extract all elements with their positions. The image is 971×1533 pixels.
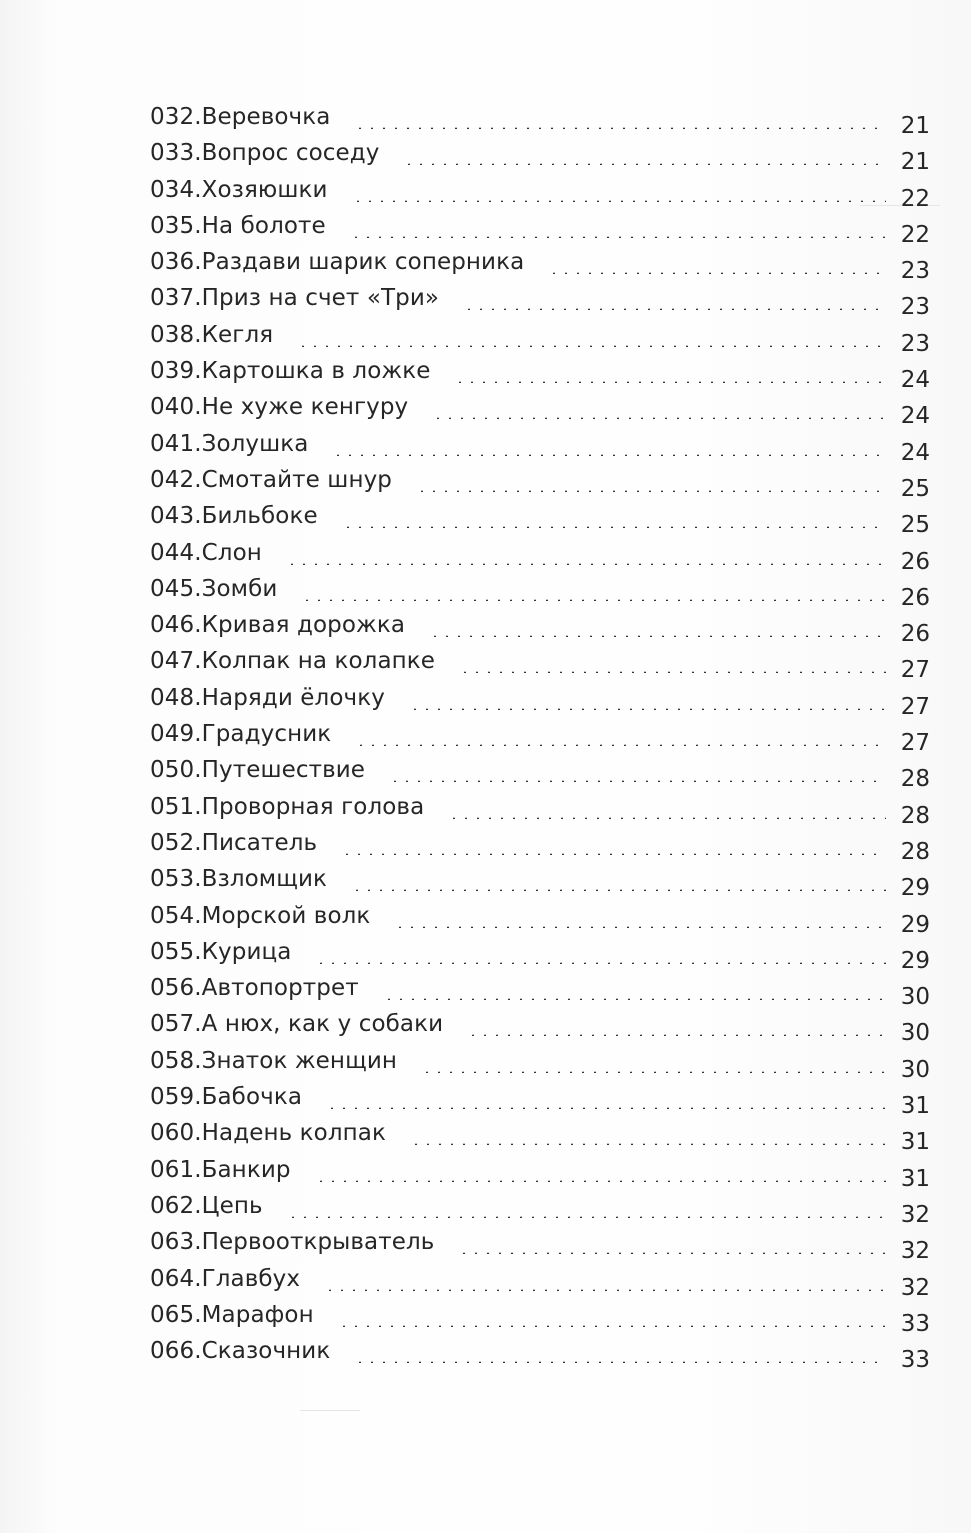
toc-entry-title: 065.Марафон <box>150 1301 314 1328</box>
dot-leader <box>324 1289 886 1291</box>
toc-entry[interactable] <box>150 644 930 684</box>
toc-entry-title: 048.Наряди ёлочку <box>150 684 385 711</box>
toc-entry[interactable] <box>150 1225 930 1265</box>
dot-leader <box>448 817 886 819</box>
toc-entry-title: 052.Писатель <box>150 829 318 856</box>
dot-leader <box>350 236 886 238</box>
toc-entry[interactable] <box>150 1298 930 1337</box>
toc-entry-title: 032.Веревочка <box>150 104 331 130</box>
toc-entry-title: 054.Морской волк <box>150 902 371 929</box>
toc-entry[interactable] <box>150 1189 930 1228</box>
dot-leader <box>416 490 886 492</box>
dot-leader <box>409 708 886 710</box>
dot-leader <box>326 1107 886 1109</box>
dot-leader <box>301 599 886 601</box>
toc-entry-title: 050.Путешествие <box>150 757 366 784</box>
dot-leader <box>389 780 886 782</box>
toc-entry[interactable] <box>150 173 930 212</box>
toc-entry-title: 059.Бабочка <box>150 1084 303 1111</box>
toc-entry-title: 056.Автопортрет <box>150 975 359 1002</box>
toc-entry-page-number: 32 <box>900 1238 930 1265</box>
toc-entry[interactable] <box>150 1116 930 1156</box>
toc-entry[interactable] <box>150 1334 930 1374</box>
toc-entry-page-number: 23 <box>900 330 930 357</box>
toc-entry-page-number: 28 <box>900 838 930 865</box>
toc-entry[interactable] <box>150 899 930 938</box>
toc-entry-title: 045.Зомби <box>150 575 278 602</box>
toc-entry-title: 066.Сказочник <box>150 1338 331 1365</box>
toc-entry-page-number: 28 <box>900 802 930 829</box>
toc-entry-page-number: 22 <box>900 185 930 212</box>
table-of-contents <box>150 100 930 1374</box>
toc-entry-title: 060.Надень колпак <box>150 1120 386 1147</box>
dot-leader <box>429 635 886 637</box>
toc-entry[interactable] <box>150 136 930 176</box>
toc-entry-page-number: 32 <box>900 1274 930 1301</box>
toc-entry-title: 038.Кегля <box>150 321 274 348</box>
toc-entry[interactable] <box>150 536 930 575</box>
dot-leader <box>383 998 886 1000</box>
toc-entry[interactable] <box>150 572 930 611</box>
toc-entry-page-number: 33 <box>900 1347 930 1374</box>
dot-leader <box>286 563 886 565</box>
dot-leader <box>315 1180 886 1182</box>
toc-entry-title: 046.Кривая дорожка <box>150 612 406 639</box>
toc-entry-page-number: 23 <box>900 294 930 321</box>
toc-entry-page-number: 30 <box>900 984 930 1011</box>
toc-entry-title: 047.Колпак на колапке <box>150 648 436 675</box>
toc-entry-page-number: 31 <box>900 1129 930 1156</box>
dot-leader <box>351 889 886 891</box>
toc-entry-title: 035.На болоте <box>150 212 326 239</box>
toc-entry[interactable] <box>150 499 930 539</box>
toc-entry[interactable] <box>150 1044 930 1083</box>
toc-entry-title: 051.Проворная голова <box>150 793 425 820</box>
toc-entry[interactable] <box>150 717 930 757</box>
toc-entry-page-number: 21 <box>900 149 930 176</box>
toc-entry-page-number: 27 <box>900 657 930 684</box>
toc-entry-page-number: 22 <box>900 221 930 248</box>
toc-entry-title: 044.Слон <box>150 539 262 566</box>
toc-entry[interactable] <box>150 1262 930 1301</box>
toc-entry[interactable] <box>150 318 930 357</box>
toc-entry-page-number: 23 <box>900 258 930 285</box>
toc-entry[interactable] <box>150 281 930 321</box>
toc-entry-title: 058.Знаток женщин <box>150 1047 398 1074</box>
toc-entry-title: 053.Взломщик <box>150 866 328 893</box>
toc-entry-title: 064.Главбух <box>150 1265 301 1292</box>
toc-entry[interactable] <box>150 1153 930 1192</box>
toc-entry-title: 049.Градусник <box>150 721 332 748</box>
bleed-through-mark <box>300 1410 360 1411</box>
dot-leader <box>342 526 886 528</box>
toc-entry[interactable] <box>150 862 930 902</box>
dot-leader <box>403 163 886 165</box>
dot-leader <box>354 127 886 129</box>
toc-entry[interactable] <box>150 427 930 466</box>
dot-leader <box>355 744 886 746</box>
toc-entry-title: 039.Картошка в ложке <box>150 358 431 385</box>
toc-entry-title: 041.Золушка <box>150 430 309 457</box>
toc-entry[interactable] <box>150 463 930 502</box>
dot-leader <box>338 1325 886 1327</box>
toc-entry[interactable] <box>150 245 930 285</box>
toc-entry[interactable] <box>150 608 930 648</box>
toc-entry-page-number: 26 <box>900 584 930 611</box>
toc-entry[interactable] <box>150 354 930 394</box>
toc-entry[interactable] <box>150 971 930 1011</box>
toc-entry[interactable] <box>150 1007 930 1047</box>
toc-entry-page-number: 24 <box>900 439 930 466</box>
toc-entry-title: 037.Приз на счет «Три» <box>150 285 440 312</box>
toc-entry[interactable] <box>150 390 930 430</box>
toc-entry-page-number: 29 <box>900 875 930 902</box>
toc-entry[interactable] <box>150 826 930 865</box>
toc-entry-page-number: 25 <box>900 475 930 502</box>
dot-leader <box>352 200 886 202</box>
toc-entry-page-number: 27 <box>900 730 930 757</box>
toc-entry-title: 057.А нюх, как у собаки <box>150 1011 444 1038</box>
toc-entry-page-number: 30 <box>900 1056 930 1083</box>
toc-entry-page-number: 30 <box>900 1020 930 1047</box>
dot-leader <box>297 345 886 347</box>
toc-entry-page-number: 29 <box>900 911 930 938</box>
toc-entry-page-number: 26 <box>900 621 930 648</box>
toc-entry[interactable] <box>150 790 930 829</box>
toc-entry[interactable] <box>150 753 930 793</box>
toc-entry-page-number: 32 <box>900 1201 930 1228</box>
toc-entry-page-number: 28 <box>900 766 930 793</box>
toc-entry[interactable] <box>150 209 930 248</box>
dot-leader <box>467 1034 886 1036</box>
toc-entry-title: 063.Первооткрыватель <box>150 1229 435 1256</box>
dot-leader <box>315 962 886 964</box>
dot-leader <box>394 926 886 928</box>
toc-entry-title: 043.Бильбоке <box>150 503 318 530</box>
dot-leader <box>332 454 886 456</box>
toc-entry-title: 055.Курица <box>150 938 292 965</box>
dot-leader <box>354 1361 886 1363</box>
dot-leader <box>341 853 886 855</box>
toc-entry-title: 062.Цепь <box>150 1192 263 1219</box>
toc-entry[interactable] <box>150 1080 930 1120</box>
toc-entry-title: 036.Раздави шарик соперника <box>150 249 525 276</box>
dot-leader <box>432 417 886 419</box>
toc-entry-title: 034.Хозяюшки <box>150 176 328 203</box>
toc-entry-page-number: 29 <box>900 947 930 974</box>
toc-entry[interactable] <box>150 935 930 974</box>
toc-entry-page-number: 27 <box>900 693 930 720</box>
dot-leader <box>287 1216 886 1218</box>
toc-entry-title: 040.Не хуже кенгуру <box>150 394 409 421</box>
dot-leader <box>421 1071 886 1073</box>
toc-entry-page-number: 33 <box>900 1310 930 1337</box>
toc-entry-page-number: 31 <box>900 1165 930 1192</box>
toc-entry-page-number: 31 <box>900 1093 930 1120</box>
toc-entry-title: 061.Банкир <box>150 1156 291 1183</box>
toc-entry-page-number: 26 <box>900 548 930 575</box>
toc-entry[interactable] <box>150 681 930 720</box>
dot-leader <box>548 272 886 274</box>
toc-entry-title: 042.Смотайте шнур <box>150 466 392 493</box>
toc-entry[interactable] <box>150 100 930 139</box>
toc-entry-page-number: 21 <box>900 113 930 139</box>
toc-entry-title: 033.Вопрос соседу <box>150 140 380 167</box>
dot-leader <box>410 1143 886 1145</box>
toc-entry-page-number: 25 <box>900 512 930 539</box>
dot-leader <box>454 381 886 383</box>
toc-entry-page-number: 24 <box>900 403 930 430</box>
toc-entry-page-number: 24 <box>900 367 930 394</box>
dot-leader <box>458 1252 886 1254</box>
dot-leader <box>459 671 886 673</box>
dot-leader <box>463 308 886 310</box>
